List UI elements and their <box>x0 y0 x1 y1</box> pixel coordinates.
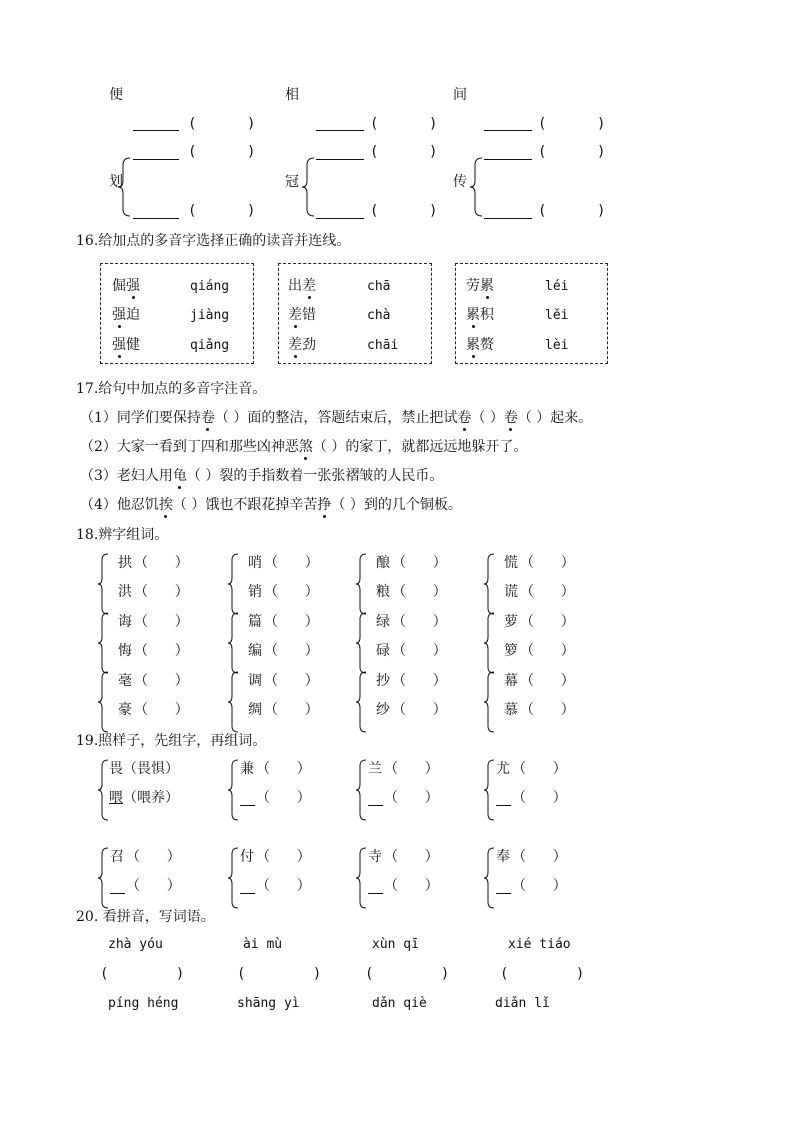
q15-brace-char-2: 冠 <box>285 174 299 190</box>
brace <box>356 759 368 821</box>
q20-answer-paren[interactable]: ( ) <box>365 966 450 982</box>
q16-word: 累积 <box>466 307 494 323</box>
q18-answer-paren[interactable]: （ ） <box>134 673 189 689</box>
q19-answer-paren[interactable]: （ ） <box>512 849 567 865</box>
q19-answer-paren[interactable]: （ ） <box>384 790 439 806</box>
q19-answer-paren[interactable]: （ ） <box>384 849 439 865</box>
q20-answer-paren[interactable]: ( ) <box>237 966 322 982</box>
brace <box>484 671 496 733</box>
q15-brace <box>302 156 316 218</box>
q19-char-blank[interactable] <box>368 805 383 806</box>
q16-reading[interactable]: chà <box>367 308 391 323</box>
q20-pinyin: zhà yóu <box>108 937 163 952</box>
q16-word: 差劲 <box>288 337 316 353</box>
q19-answer-paren[interactable]: （ ） <box>256 878 311 894</box>
q16-word: 差错 <box>288 307 316 323</box>
q15-char-1: 便 <box>109 87 123 103</box>
q18-answer-paren[interactable]: （ ） <box>264 555 319 571</box>
q17-sentence-4: （4）他忍饥挨（ ）饿也不跟花掉辛苦挣（ ）到的几个铜板。 <box>80 497 462 513</box>
q19-char: 奉 <box>496 849 510 865</box>
q17-sentence-3: （3）老妇人用龟（ ）裂的手指数着一张张褶皱的人民币。 <box>80 468 444 484</box>
q16-reading[interactable]: jiàng <box>190 308 230 323</box>
q16-reading[interactable]: qiǎng <box>190 338 230 353</box>
q15-brace-char-3: 传 <box>453 174 467 190</box>
q15-blank[interactable] <box>484 159 532 160</box>
q15-paren: ( ) <box>188 144 256 160</box>
q19-char-blank[interactable] <box>240 893 255 894</box>
q16-title: 16.给加点的多音字选择正确的读音并连线。 <box>76 233 351 249</box>
q18-answer-paren[interactable]: （ ） <box>520 673 575 689</box>
brace <box>228 847 240 909</box>
q15-paren: ( ) <box>370 203 438 219</box>
q19-answer-paren[interactable]: （ ） <box>512 790 567 806</box>
brace <box>356 847 368 909</box>
q19-example-top: 畏（畏惧） <box>109 761 179 777</box>
brace <box>228 671 240 733</box>
q15-char-2: 相 <box>285 87 299 103</box>
q16-reading[interactable]: chāi <box>367 338 399 353</box>
q18-char: 拱 <box>118 555 132 571</box>
brace <box>98 671 110 733</box>
q16-word: 出差 <box>288 278 316 294</box>
q15-paren: ( ) <box>188 116 256 132</box>
q19-char-blank[interactable] <box>240 805 255 806</box>
brace <box>356 612 368 674</box>
q20-answer-paren[interactable]: ( ) <box>500 966 585 982</box>
q17-sentence-1: （1）同学们要保持卷（ ）面的整洁，答题结束后，禁止把试卷（ ）卷（ ）起来。 <box>80 410 593 426</box>
q18-answer-paren[interactable]: （ ） <box>392 614 447 630</box>
q17-sentence-2: （2）大家一看到丁四和那些凶神恶煞（ ）的家丁，就都远远地躲开了。 <box>80 439 528 455</box>
q19-char-blank[interactable] <box>368 893 383 894</box>
q18-answer-paren[interactable]: （ ） <box>134 555 189 571</box>
q19-char: 尤 <box>496 761 510 777</box>
brace <box>356 671 368 733</box>
q16-reading[interactable]: qiáng <box>190 279 230 294</box>
q18-char: 调 <box>248 673 262 689</box>
q18-char: 悔 <box>118 643 132 659</box>
q15-blank[interactable] <box>133 218 179 219</box>
q18-char: 慕 <box>504 702 518 718</box>
brace <box>98 553 110 615</box>
brace <box>228 553 240 615</box>
q19-char-blank[interactable] <box>110 893 125 894</box>
q19-title: 19.照样子，先组字，再组词。 <box>76 733 267 749</box>
q18-char: 谎 <box>504 584 518 600</box>
q18-char: 箩 <box>504 643 518 659</box>
q18-answer-paren[interactable]: （ ） <box>264 702 319 718</box>
q16-reading[interactable]: chā <box>367 279 391 294</box>
q20-pinyin: dǎn qiè <box>372 996 427 1011</box>
q19-answer-paren[interactable]: （ ） <box>256 849 311 865</box>
q19-answer-paren[interactable]: （ ） <box>512 878 567 894</box>
q18-char: 哨 <box>248 555 262 571</box>
q18-char: 纱 <box>376 702 390 718</box>
q15-paren: ( ) <box>538 144 606 160</box>
q18-title: 18.辨字组词。 <box>76 527 169 543</box>
q18-answer-paren[interactable]: （ ） <box>264 584 319 600</box>
q18-answer-paren[interactable]: （ ） <box>520 702 575 718</box>
q18-answer-paren[interactable]: （ ） <box>134 614 189 630</box>
q18-char: 粮 <box>376 584 390 600</box>
q18-answer-paren[interactable]: （ ） <box>520 555 575 571</box>
brace <box>356 553 368 615</box>
q16-word: 劳累 <box>466 278 494 294</box>
q19-answer-paren[interactable]: （ ） <box>256 790 311 806</box>
brace <box>98 847 110 909</box>
q15-blank[interactable] <box>133 159 179 160</box>
q17-title: 17.给句中加点的多音字注音。 <box>76 381 267 397</box>
q15-paren: ( ) <box>188 203 256 219</box>
q18-char: 豪 <box>118 702 132 718</box>
q19-char: 寺 <box>368 849 382 865</box>
q18-answer-paren[interactable]: （ ） <box>392 584 447 600</box>
q18-answer-paren[interactable]: （ ） <box>392 673 447 689</box>
q16-word: 倔强 <box>112 278 140 294</box>
q18-answer-paren[interactable]: （ ） <box>264 673 319 689</box>
q18-char: 幕 <box>504 673 518 689</box>
q19-answer-paren[interactable]: （ ） <box>384 761 439 777</box>
q18-char: 篇 <box>248 614 262 630</box>
brace <box>484 759 496 821</box>
q19-char: 召 <box>110 849 124 865</box>
q20-pinyin: xié tiáo <box>508 937 571 952</box>
q18-char: 编 <box>248 643 262 659</box>
q18-char: 抄 <box>376 673 390 689</box>
q15-brace <box>470 156 484 218</box>
q20-pinyin: diǎn lǐ <box>495 996 550 1011</box>
q18-answer-paren[interactable]: （ ） <box>520 584 575 600</box>
q16-reading[interactable]: lèi <box>545 338 569 353</box>
q15-paren: ( ) <box>538 203 606 219</box>
q15-blank[interactable] <box>316 218 364 219</box>
brace <box>484 553 496 615</box>
q19-char: 兰 <box>368 761 382 777</box>
q15-blank[interactable] <box>484 218 532 219</box>
q18-char: 慌 <box>504 555 518 571</box>
brace <box>98 612 110 674</box>
q18-answer-paren[interactable]: （ ） <box>134 702 189 718</box>
q15-blank[interactable] <box>316 130 364 131</box>
q18-answer-paren[interactable]: （ ） <box>520 614 575 630</box>
q19-answer-paren[interactable]: （ ） <box>512 761 567 777</box>
q18-char: 洪 <box>118 584 132 600</box>
q18-char: 销 <box>248 584 262 600</box>
brace <box>228 759 240 821</box>
q15-brace <box>118 156 132 218</box>
q15-paren: ( ) <box>370 144 438 160</box>
q16-word: 累赘 <box>466 337 494 353</box>
q20-pinyin: shāng yì <box>237 996 300 1011</box>
q16-word: 强迫 <box>112 307 140 323</box>
q15-blank[interactable] <box>484 130 532 131</box>
q18-char: 绿 <box>376 614 390 630</box>
q20-pinyin: xùn qī <box>372 937 419 952</box>
q15-paren: ( ) <box>538 116 606 132</box>
q18-char: 绸 <box>248 702 262 718</box>
q20-answer-paren[interactable]: ( ) <box>100 966 185 982</box>
q19-char: 兼 <box>240 761 254 777</box>
q19-example-bottom <box>109 790 179 806</box>
q15-brace-char-1: 划 <box>109 174 123 190</box>
q18-answer-paren[interactable]: （ ） <box>134 584 189 600</box>
q16-reading[interactable]: léi <box>545 279 569 294</box>
q18-answer-paren[interactable]: （ ） <box>264 643 319 659</box>
q15-paren: ( ) <box>370 116 438 132</box>
q19-char-blank[interactable] <box>496 893 511 894</box>
q16-word: 强健 <box>112 337 140 353</box>
q16-reading[interactable]: lěi <box>545 308 569 323</box>
brace <box>484 612 496 674</box>
q15-char-3: 间 <box>453 87 467 103</box>
q18-answer-paren[interactable]: （ ） <box>264 614 319 630</box>
q15-blank[interactable] <box>133 130 179 131</box>
q19-answer-paren[interactable]: （ ） <box>256 761 311 777</box>
q18-char: 毫 <box>118 673 132 689</box>
brace <box>228 612 240 674</box>
q20-pinyin: ài mù <box>243 937 283 952</box>
q18-answer-paren[interactable]: （ ） <box>392 555 447 571</box>
q19-example-char: 喂 <box>109 790 123 806</box>
q18-answer-paren[interactable]: （ ） <box>134 643 189 659</box>
q18-char: 碌 <box>376 643 390 659</box>
q18-answer-paren[interactable]: （ ） <box>392 702 447 718</box>
q19-answer-paren[interactable]: （ ） <box>126 878 181 894</box>
q15-blank[interactable] <box>316 159 364 160</box>
q18-answer-paren[interactable]: （ ） <box>392 643 447 659</box>
q19-answer-paren[interactable]: （ ） <box>384 878 439 894</box>
q19-answer-paren[interactable]: （ ） <box>126 849 181 865</box>
q18-char: 酿 <box>376 555 390 571</box>
brace <box>484 847 496 909</box>
q20-title: 20. 看拼音，写词语。 <box>76 909 215 925</box>
q20-pinyin: píng héng <box>108 996 179 1011</box>
q18-answer-paren[interactable]: （ ） <box>520 643 575 659</box>
q18-char: 诲 <box>118 614 132 630</box>
q19-char-blank[interactable] <box>496 805 511 806</box>
q19-example-word: （喂养） <box>123 790 179 806</box>
q19-char: 付 <box>240 849 254 865</box>
q18-char: 萝 <box>504 614 518 630</box>
